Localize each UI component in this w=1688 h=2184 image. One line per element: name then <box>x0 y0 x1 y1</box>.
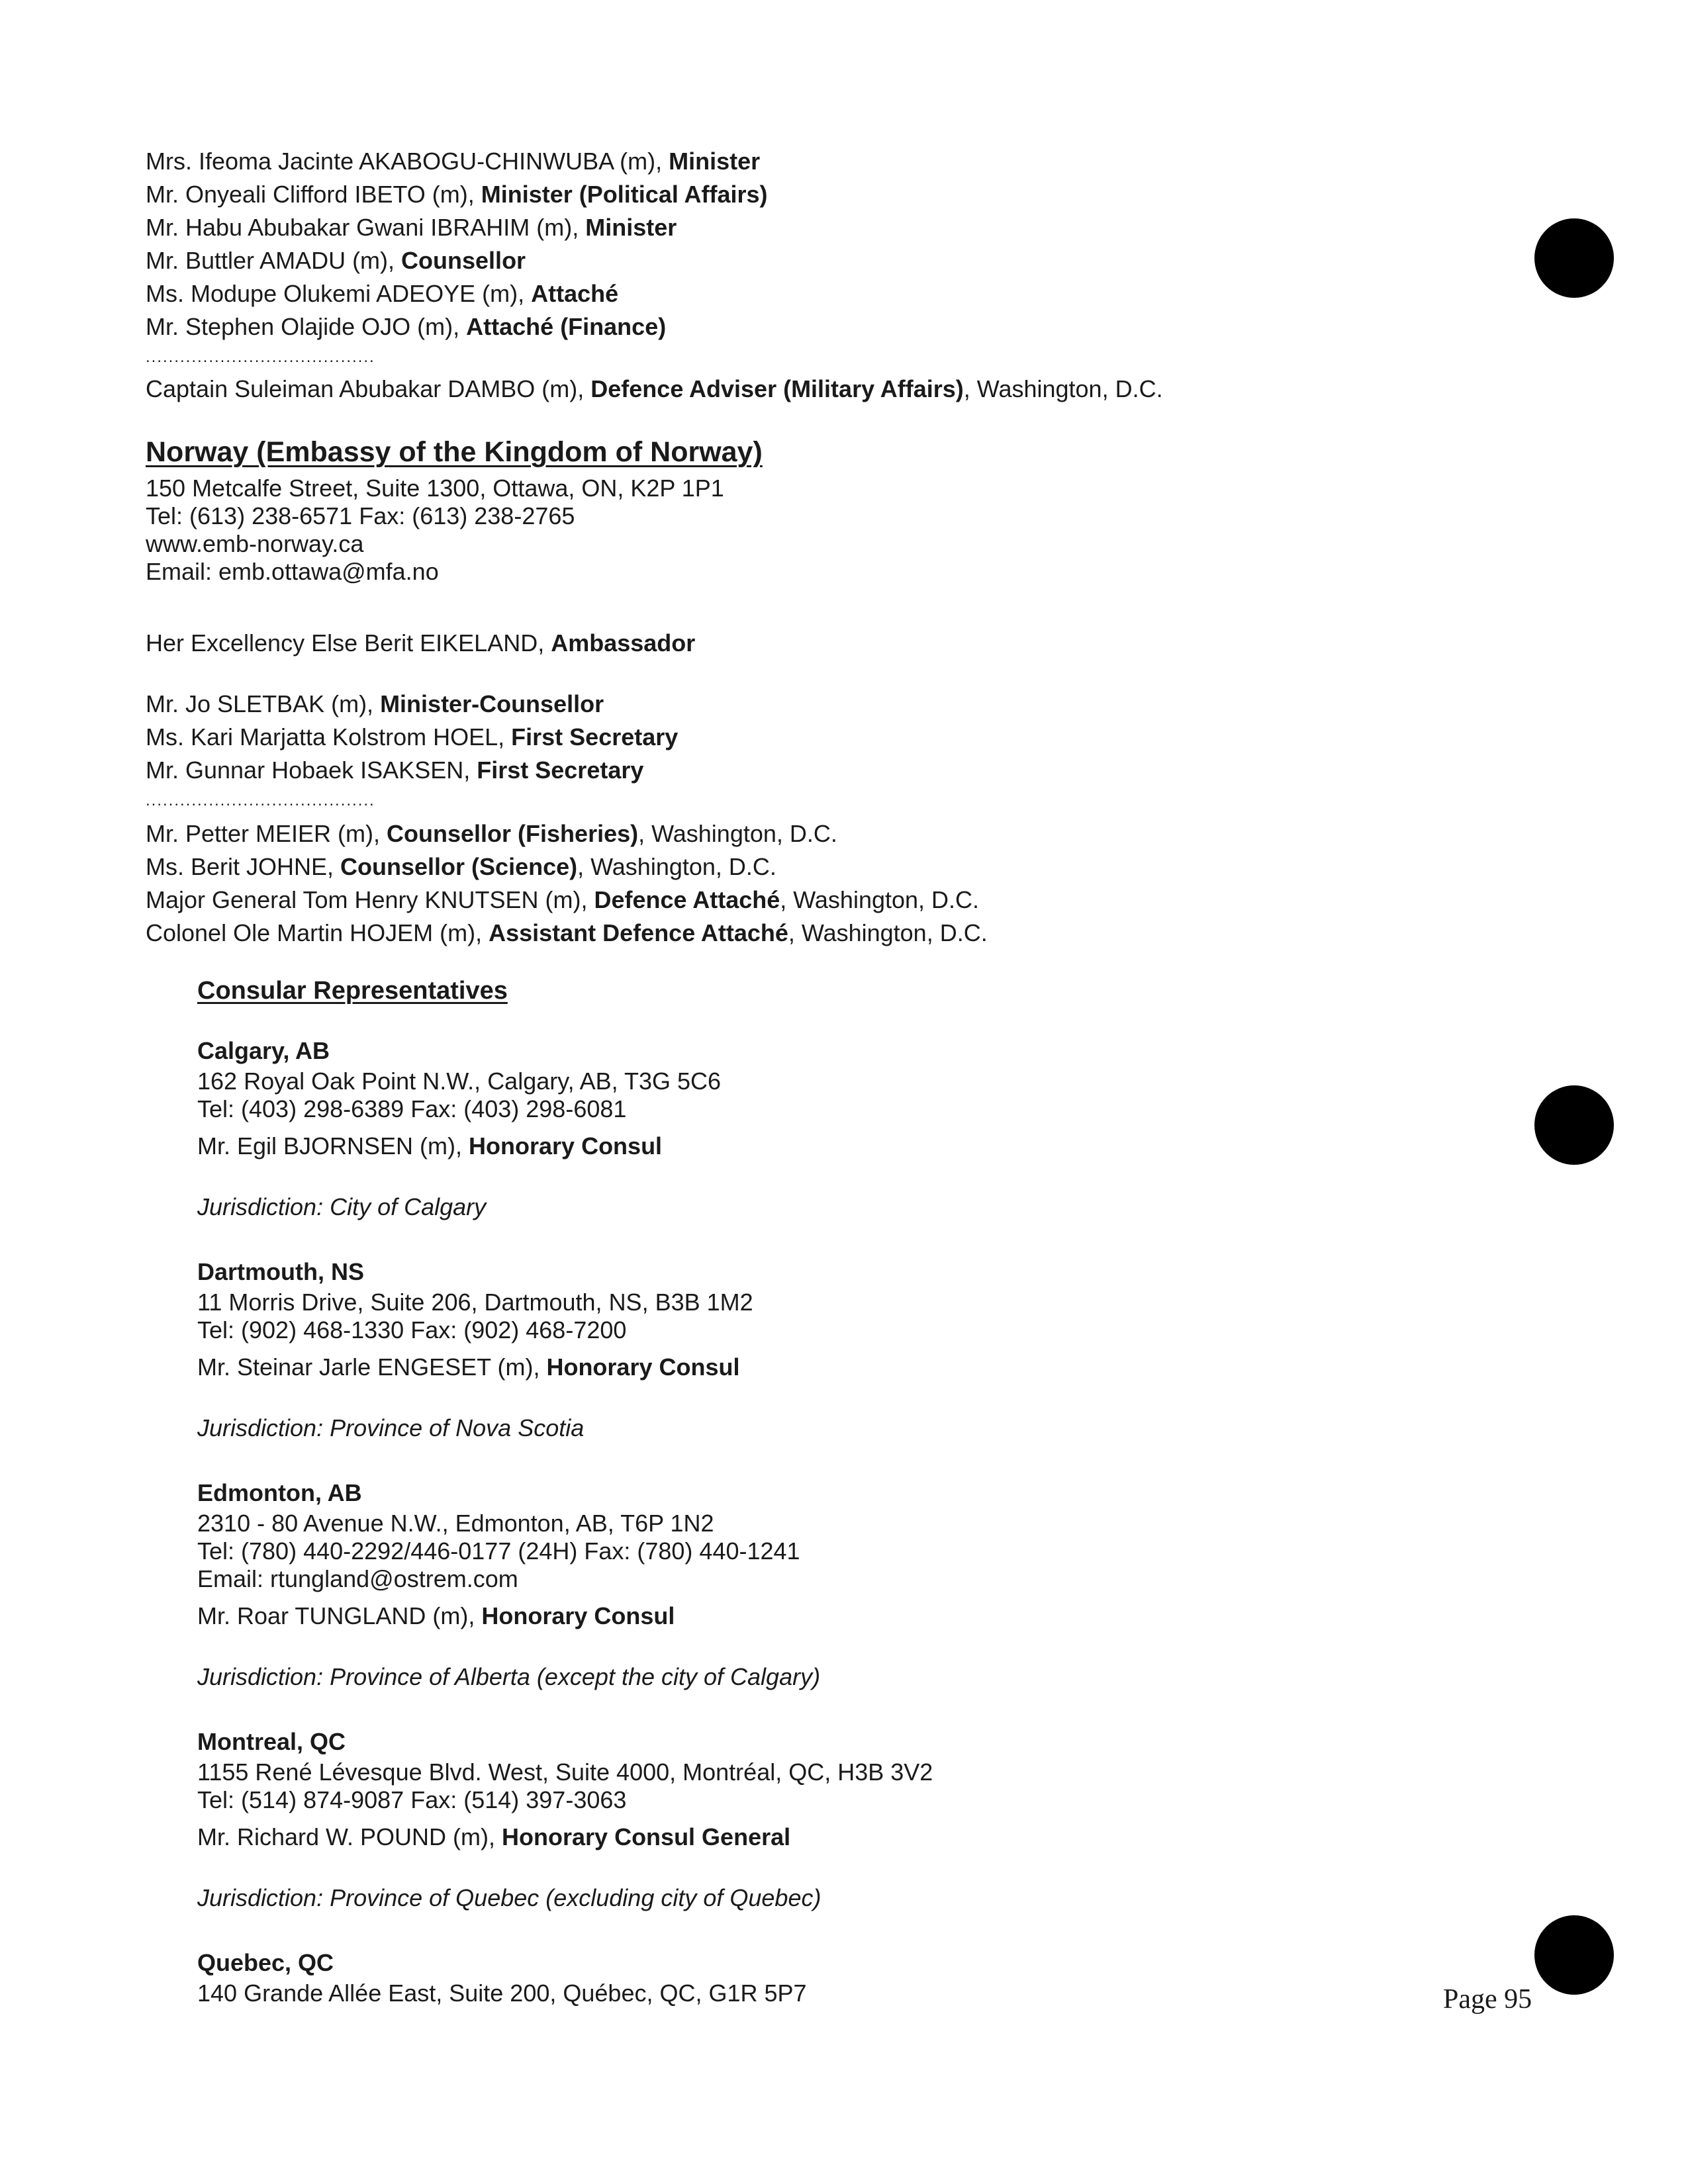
consulate-phone: Tel: (514) 874-9087 Fax: (514) 397-3063 <box>197 1786 627 1813</box>
consulate-phone: Tel: (780) 440-2292/446-0177 (24H) Fax: (780) 440-1241 <box>197 1537 800 1565</box>
offsite-staff-line <box>146 888 979 912</box>
consulate-address: 11 Morris Drive, Suite 206, Dartmouth, NS, B3B 1M2 <box>197 1289 753 1316</box>
consulate-phone: Tel: (902) 468-1330 Fax: (902) 468-7200 <box>197 1316 627 1343</box>
embassy-website: www.emb-norway.ca <box>146 530 364 557</box>
staff-title: First Secretary <box>477 756 644 784</box>
punch-hole <box>1534 1085 1614 1165</box>
offsite-staff-line <box>146 822 837 846</box>
consul-name: Mr. Roar TUNGLAND (m), <box>197 1602 482 1629</box>
staff-line <box>146 758 643 782</box>
consul-line <box>197 1355 739 1379</box>
jurisdiction: Jurisdiction: City of Calgary <box>197 1193 487 1220</box>
staff-name: Ms. Kari Marjatta Kolstrom HOEL, <box>146 723 512 751</box>
staff-name: Mr. Stephen Olajide OJO (m), <box>146 313 467 340</box>
staff-location: , Washington, D.C. <box>577 853 776 880</box>
staff-location: , Washington, D.C. <box>638 820 837 847</box>
consulate-phone: Tel: (403) 298-6389 Fax: (403) 298-6081 <box>197 1095 627 1122</box>
consul-title: Honorary Consul <box>469 1132 663 1160</box>
consulate-city: Calgary, AB <box>197 1037 330 1064</box>
staff-name: Mr. Gunnar Hobaek ISAKSEN, <box>146 756 477 784</box>
consulate-address: 2310 - 80 Avenue N.W., Edmonton, AB, T6P 1N2 <box>197 1510 714 1537</box>
staff-name: Mr. Onyeali Clifford IBETO (m), <box>146 181 481 208</box>
staff-name: Mrs. Ifeoma Jacinte AKABOGU-CHINWUBA (m), <box>146 148 669 175</box>
jurisdiction: Jurisdiction: Province of Nova Scotia <box>197 1414 585 1441</box>
consulate-city: Montreal, QC <box>197 1728 346 1755</box>
staff-name: Her Excellency Else Berit EIKELAND, <box>146 629 551 657</box>
consul-name: Mr. Steinar Jarle ENGESET (m), <box>197 1353 547 1381</box>
staff-title: Attaché <box>531 280 619 307</box>
staff-line <box>146 150 760 173</box>
consulate-address: 140 Grande Allée East, Suite 200, Québec, QC, G1R 5P7 <box>197 1979 807 2007</box>
embassy-phone: Tel: (613) 238-6571 Fax: (613) 238-2765 <box>146 502 575 529</box>
consul-line <box>197 1604 675 1628</box>
consul-line <box>197 1825 790 1849</box>
staff-line <box>146 725 678 749</box>
consul-title: Honorary Consul <box>481 1602 675 1629</box>
offsite-staff-line <box>146 377 1163 401</box>
punch-hole <box>1534 218 1614 298</box>
country-heading: Norway (Embassy of the Kingdom of Norway) <box>146 436 763 468</box>
staff-title: Defence Attaché <box>594 886 780 913</box>
jurisdiction: Jurisdiction: Province of Quebec (excluding city of Quebec) <box>197 1884 821 1911</box>
dotted-separator: ........................................ <box>146 792 375 809</box>
staff-name: Mr. Habu Abubakar Gwani IBRAHIM (m), <box>146 214 586 241</box>
ambassador-line <box>146 631 695 655</box>
consul-name: Mr. Egil BJORNSEN (m), <box>197 1132 469 1160</box>
consulate-address: 1155 René Lévesque Blvd. West, Suite 4000, Montréal, QC, H3B 3V2 <box>197 1758 933 1786</box>
staff-name: Mr. Buttler AMADU (m), <box>146 247 402 274</box>
consulate-address: 162 Royal Oak Point N.W., Calgary, AB, T3G 5C6 <box>197 1068 722 1095</box>
staff-title: Minister <box>585 214 677 241</box>
punch-hole <box>1534 1915 1614 1995</box>
staff-title: Minister-Counsellor <box>380 690 604 717</box>
staff-line <box>146 315 666 339</box>
consul-title: Honorary Consul <box>546 1353 740 1381</box>
jurisdiction: Jurisdiction: Province of Alberta (except the city of Calgary) <box>197 1663 821 1690</box>
consulate-city: Edmonton, AB <box>197 1479 362 1506</box>
consul-name: Mr. Richard W. POUND (m), <box>197 1823 502 1850</box>
embassy-address: 150 Metcalfe Street, Suite 1300, Ottawa, ON, K2P 1P1 <box>146 475 724 502</box>
staff-title: Assistant Defence Attaché <box>489 919 788 946</box>
staff-title: First Secretary <box>511 723 679 751</box>
staff-name: Colonel Ole Martin HOJEM (m), <box>146 919 489 946</box>
staff-title: Defence Adviser (Military Affairs) <box>590 375 964 402</box>
staff-title: Counsellor <box>401 247 526 274</box>
staff-line <box>146 692 604 716</box>
staff-name: Ms. Modupe Olukemi ADEOYE (m), <box>146 280 532 307</box>
staff-title: Minister <box>669 148 761 175</box>
staff-line <box>146 282 618 306</box>
staff-name: Major General Tom Henry KNUTSEN (m), <box>146 886 594 913</box>
staff-title: Ambassador <box>551 629 696 657</box>
consular-heading: Consular Representatives <box>197 977 508 1005</box>
consulate-email: Email: rtungland@ostrem.com <box>197 1565 518 1592</box>
staff-location: , Washington, D.C. <box>780 886 980 913</box>
consulate-city: Dartmouth, NS <box>197 1258 364 1285</box>
staff-location: , Washington, D.C. <box>963 375 1163 402</box>
staff-title: Counsellor (Science) <box>340 853 578 880</box>
offsite-staff-line <box>146 855 776 879</box>
offsite-staff-line <box>146 921 988 945</box>
staff-title: Counsellor (Fisheries) <box>387 820 639 847</box>
staff-name: Mr. Jo SLETBAK (m), <box>146 690 381 717</box>
consulate-city: Quebec, QC <box>197 1949 334 1976</box>
staff-line <box>146 183 768 206</box>
staff-title: Minister (Political Affairs) <box>481 181 768 208</box>
consul-title: Honorary Consul General <box>502 1823 791 1850</box>
embassy-email: Email: emb.ottawa@mfa.no <box>146 558 439 585</box>
staff-line <box>146 249 526 273</box>
staff-name: Captain Suleiman Abubakar DAMBO (m), <box>146 375 591 402</box>
staff-title: Attaché (Finance) <box>466 313 667 340</box>
staff-location: , Washington, D.C. <box>788 919 988 946</box>
staff-name: Ms. Berit JOHNE, <box>146 853 341 880</box>
page-number: Page 95 <box>1443 1984 1532 2015</box>
consul-line <box>197 1134 662 1158</box>
dotted-separator: ........................................ <box>146 348 375 366</box>
staff-name: Mr. Petter MEIER (m), <box>146 820 387 847</box>
staff-line <box>146 216 677 240</box>
